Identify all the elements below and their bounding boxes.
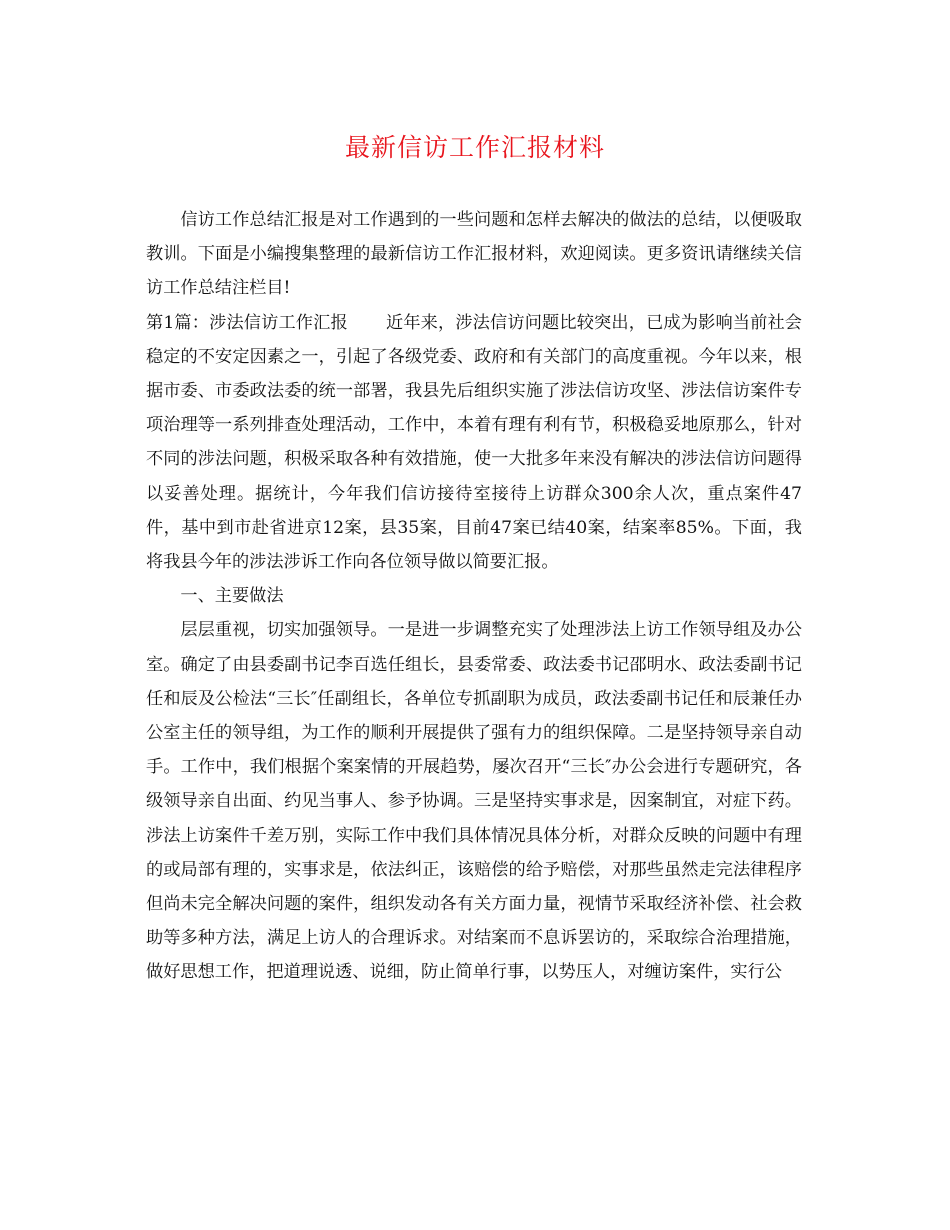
section-heading: 一、主要做法	[180, 586, 284, 607]
chapter-paragraph	[146, 306, 802, 580]
section-paragraph: 层层重视，切实加强领导。一是进一步调整充实了处理涉法上访工作领导组及办公室。确定了由县委副书记李百选任组长，县委常委、政法委书记邵明水、政法委副书记任和辰及公检法“三长″任副组长，各单位专抓副职为成员，政法委副书记任和辰兼任办公室主任的领导组，为工作的顺利开展提供了强有力的组织保障。二是坚持领导亲自动手。工作中，我们根据个案案情的开展趋势，屡次召开“三长″办公会进行专题研究，各级领导亲自出面、约见当事人、参予协调。三是坚持实事求是，因案制宜，对症下药。涉法上访案件千差万别，实际工作中我们具体情况具体分析，对群众反映的问题中有理的或局部有理的，实事求是，依法纠正，该赔偿的给予赔偿，对那些虽然走完法律程序但尚未完全解决问题的案件，组织发动各有关方面力量，视情节采取经济补偿、社会救助等多种方法，满足上访人的合理诉求。对结案而不息诉罢访的，采取综合治理措施，做好思想工作，把道理说透、说细，防止简单行事，以势压人，对缠访案件，实行公	[146, 620, 802, 983]
chapter-body: 近年来，涉法信访问题比较突出，已成为影响当前社会稳定的不安定因素之一，引起了各级党委、政府和有关部门的高度重视。今年以来，根据市委、市委政法委的统一部署，我县先后组织实施了涉法信访攻坚、涉法信访案件专项治理等一系列排查处理活动，工作中，本着有理有利有节，积极稳妥地原那么，针对不同的涉法问题，积极采取各种有效措施，使一大批多年来没有解决的涉法信访问题得以妥善处理。据统计，今年我们信访接待室接待上访群众300余人次，重点案件47件，基中到市赴省进京12案，县35案，目前47案已结40案，结案率85%。下面，我将我县今年的涉法涉诉工作向各位领导做以简要汇报。	[146, 312, 802, 573]
document-title: 最新信访工作汇报材料	[344, 133, 605, 162]
document-body	[146, 203, 802, 990]
chapter-label: 第1篇：涉法信访工作汇报	[146, 312, 348, 333]
intro-paragraph: 信访工作总结汇报是对工作遇到的一些问题和怎样去解决的做法的总结，以便吸取教训。下面是小编搜集整理的最新信访工作汇报材料，欢迎阅读。更多资讯请继续关信访工作总结注栏目!	[146, 210, 802, 299]
